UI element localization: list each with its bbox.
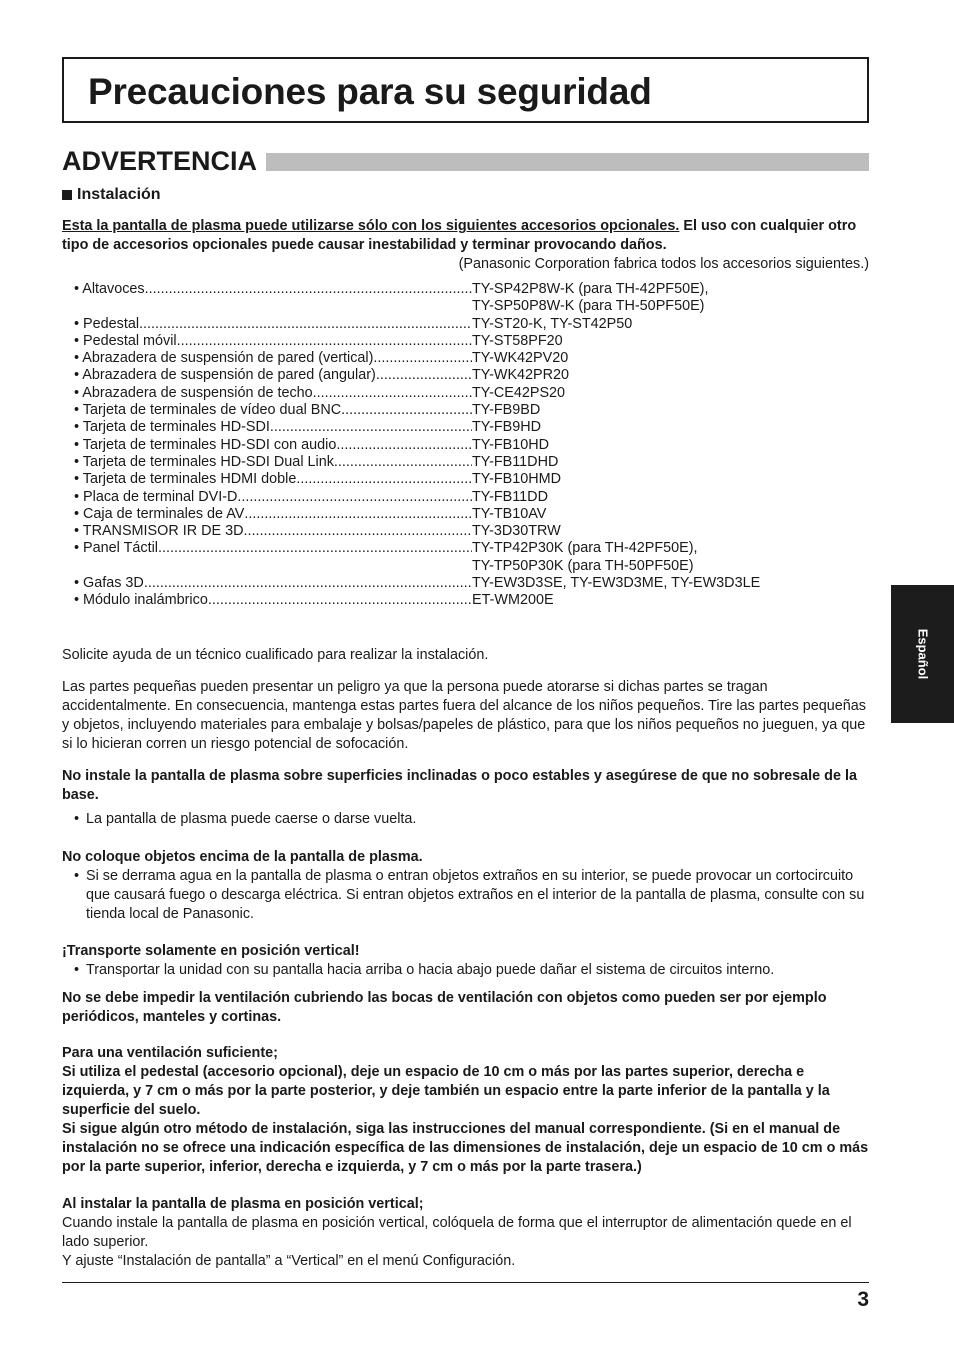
- accessory-row: [74, 385, 864, 402]
- bullet-icon: •: [74, 811, 80, 827]
- accessory-model: TY-CE42PS20: [472, 384, 566, 401]
- accessory-name: • Tarjeta de terminales HD-SDI con audio: [74, 436, 337, 453]
- accessory-name-cell: [74, 419, 472, 436]
- vertical-heading: Al instalar la pantalla de plasma en posición vertical;: [62, 1196, 424, 1212]
- title-box: [62, 57, 869, 123]
- accessory-name-cell: [74, 437, 472, 454]
- section-heading: [62, 144, 869, 178]
- accessory-model: TY-ST20-K, TY-ST42P50: [472, 315, 633, 332]
- dot-leader: [313, 385, 472, 402]
- accessory-model: TY-TP42P30K (para TH-42PF50E),: [472, 540, 698, 557]
- footer-divider: [62, 1282, 869, 1283]
- accessory-name: • Abrazadera de suspensión de techo: [74, 384, 313, 401]
- page-number: 3: [857, 1288, 869, 1311]
- dot-leader: [334, 454, 472, 471]
- dot-leader: [376, 367, 472, 384]
- accessory-row: [74, 437, 864, 454]
- accessory-row: [74, 333, 864, 350]
- vertical-text-2: Y ajuste “Instalación de pantalla” a “Vertical” en el menú Configuración.: [62, 1253, 516, 1269]
- accessory-name-cell: [74, 281, 472, 298]
- accessory-name-cell: [74, 506, 472, 523]
- intro-rest: El uso con cualquier otro tipo de accesorios opcionales puede causar inestabilidad y terminar provocando daños.: [62, 218, 857, 253]
- accessory-name: • Módulo inalámbrico: [74, 592, 208, 609]
- dot-leader: [373, 350, 472, 367]
- vent-sufficient-pedestal: Si utiliza el pedestal (accesorio opcional), deje un espacio de 10 cm o más por las partes superior, derecha e izquierda, y 7 cm o más por la parte posterior, y deje también un espacio entre la parte inferior de la pantalla y la superficie del suelo.: [62, 1064, 830, 1118]
- accessory-name-cell: [74, 592, 472, 609]
- subsection-heading: [62, 186, 161, 204]
- accessory-name: • Tarjeta de terminales de vídeo dual BNC: [74, 402, 342, 419]
- dot-leader: [244, 506, 472, 523]
- transport-heading: ¡Transporte solamente en posición vertical!: [62, 943, 360, 959]
- accessory-model: TY-FB11DHD: [472, 453, 559, 470]
- accessory-name: • Gafas 3D: [74, 575, 144, 592]
- accessory-row: [74, 489, 864, 506]
- accessory-row: [74, 419, 864, 436]
- accessory-name-cell: [74, 385, 472, 402]
- accessory-model: TY-ST58PF20: [472, 332, 563, 349]
- accessory-name-cell: [74, 316, 472, 333]
- accessory-model: TY-WK42PR20: [472, 367, 570, 384]
- accessory-model: TY-SP42P8W-K (para TH-42PF50E),: [472, 281, 709, 297]
- transport-section: [62, 942, 870, 980]
- accessory-row: [74, 350, 864, 367]
- inclined-section: [62, 767, 870, 829]
- dot-leader: [237, 489, 472, 506]
- accessory-model: TY-FB9HD: [472, 419, 542, 436]
- accessory-row: [74, 471, 864, 488]
- dot-leader: [270, 419, 472, 436]
- section-title: ADVERTENCIA: [62, 145, 258, 176]
- dot-leader: [139, 316, 472, 333]
- accessory-row: [74, 540, 864, 557]
- dot-leader: [208, 592, 472, 609]
- accessory-model: TY-SP50P8W-K (para TH-50PF50E): [472, 298, 705, 315]
- intro-paragraph: [62, 217, 870, 255]
- accessory-name-cell: [74, 558, 472, 575]
- square-bullet-icon: [62, 190, 72, 200]
- accessory-row: [74, 558, 864, 575]
- vertical-text-1: Cuando instale la pantalla de plasma en posición vertical, colóquela de forma que el interruptor de alimentación quede en el lado superior.: [62, 1215, 852, 1250]
- list-item: [62, 961, 870, 980]
- accessory-name-cell: [74, 540, 472, 557]
- language-tab-label: Español: [915, 628, 930, 680]
- small-parts-paragraph: [62, 678, 870, 754]
- list-item: [62, 810, 870, 829]
- accessory-row: [74, 506, 864, 523]
- accessory-row: [74, 454, 864, 471]
- language-tab: [891, 585, 954, 723]
- inclined-heading: No instale la pantalla de plasma sobre superficies inclinadas o poco estables y asegúrese de que no sobresale de la base.: [62, 768, 857, 803]
- dot-leader: [336, 437, 472, 454]
- list-item: [62, 867, 870, 924]
- accessory-row: [74, 298, 864, 315]
- dot-leader: [296, 471, 472, 488]
- accessory-model: TY-TP50P30K (para TH-50PF50E): [472, 557, 694, 574]
- dot-leader: [145, 281, 472, 298]
- accessory-name: • Tarjeta de terminales HD-SDI: [74, 419, 270, 436]
- bullet-icon: •: [74, 962, 80, 978]
- dot-leader: [158, 540, 472, 557]
- small-parts-text: Las partes pequeñas pueden presentar un peligro ya que la persona puede atorarse si dichas partes se tragan accidentalmente. En consecuencia, mantenga estas partes fuera del alcance de los niños pequeños. Tire las partes pequeñas y objetos, incluyendo materiales para embalaje y bolsas/papeles de plástico, para que los niños pequeños no jueguen, ya que si lo hicieran corren un riesgo potencial de sofocación.: [62, 679, 866, 752]
- vertical-section: [62, 1195, 870, 1271]
- accessory-model: TY-EW3D3SE, TY-EW3D3ME, TY-EW3D3LE: [472, 575, 761, 592]
- accessory-model: TY-FB10HMD: [472, 471, 562, 488]
- subsection-title: Instalación: [77, 186, 161, 203]
- vent-sufficient-other: Si sigue algún otro método de instalación, siga las instrucciones del manual correspondiente. (Si en el manual de instalación no se ofrece una indicación específica de las dimensiones de instalación, deje un espacio de 10 cm o más por la parte superior, inferior, derecha e izquierda, y 7 cm o más por la parte trasera.): [62, 1121, 869, 1175]
- accessory-name: • Tarjeta de terminales HD-SDI Dual Link: [74, 453, 334, 470]
- dot-leader: [341, 402, 472, 419]
- accessory-name-cell: [74, 350, 472, 367]
- technician-paragraph: [62, 646, 870, 665]
- accessory-name-cell: [74, 454, 472, 471]
- accessory-name-cell: [74, 489, 472, 506]
- dot-leader: [244, 523, 473, 540]
- accessory-name-cell: [74, 471, 472, 488]
- accessory-row: [74, 367, 864, 384]
- accessory-model: TY-3D30TRW: [472, 523, 561, 540]
- accessory-row: [74, 592, 864, 609]
- accessory-name: • Caja de terminales de AV: [74, 505, 245, 522]
- accessory-model: TY-WK42PV20: [472, 350, 569, 367]
- intro-underlined: Esta la pantalla de plasma puede utilizarse sólo con los siguientes accesorios opcionales.: [62, 218, 680, 234]
- accessory-name: • Placa de terminal DVI-D: [74, 488, 238, 505]
- accessory-name: • Altavoces: [74, 281, 145, 297]
- accessory-model: TY-FB11DD: [472, 488, 548, 505]
- accessory-name: • Tarjeta de terminales HDMI doble: [74, 471, 297, 488]
- dot-leader: [144, 575, 472, 592]
- section-bar: [266, 153, 869, 171]
- vent-sufficient-heading: Para una ventilación suficiente;: [62, 1045, 278, 1061]
- inclined-bullet: La pantalla de plasma puede caerse o darse vuelta.: [86, 811, 417, 827]
- objects-section: [62, 848, 870, 924]
- accessory-name-cell: [74, 367, 472, 384]
- accessory-name: • Abrazadera de suspensión de pared (vertical): [74, 350, 374, 367]
- ventilation-section: [62, 989, 870, 1027]
- accessory-name-cell: [74, 575, 472, 592]
- accessory-name: • TRANSMISOR IR DE 3D: [74, 523, 244, 540]
- accessory-model: TY-TB10AV: [472, 505, 547, 522]
- accessory-name-cell: [74, 402, 472, 419]
- accessory-name: • Panel Táctil: [74, 540, 158, 557]
- objects-bullet: Si se derrama agua en la pantalla de plasma o entran objetos extraños en su interior, se puede provocar un cortocircuito que causará fuego o descarga eléctrica. Si entran objetos extraños en el interior de la pantalla de plasma, consulte con su tienda local de Panasonic.: [86, 868, 865, 922]
- dot-leader: [177, 333, 472, 350]
- accessory-row: [74, 575, 864, 592]
- accessory-model: ET-WM200E: [472, 592, 554, 609]
- accessory-name-cell: [74, 333, 472, 350]
- accessory-row: [74, 523, 864, 540]
- ventilation-heading: No se debe impedir la ventilación cubriendo las bocas de ventilación con objetos como pueden ser por ejemplo periódicos, manteles y cortinas.: [62, 990, 827, 1025]
- accessory-model: TY-FB10HD: [472, 436, 550, 453]
- objects-heading: No coloque objetos encima de la pantalla de plasma.: [62, 849, 423, 865]
- accessory-name-cell: [74, 523, 472, 540]
- accessory-name: • Pedestal: [74, 315, 140, 332]
- accessory-name: • Pedestal móvil: [74, 332, 177, 349]
- accessory-row: [74, 281, 864, 298]
- accessory-row: [74, 316, 864, 333]
- accessory-row: [74, 402, 864, 419]
- page-title: Precauciones para su seguridad: [88, 71, 652, 112]
- accessory-list: [74, 281, 864, 610]
- accessory-model: TY-FB9BD: [472, 402, 541, 419]
- intro-credit: (Panasonic Corporation fabrica todos los accesorios siguientes.): [458, 256, 869, 272]
- bullet-icon: •: [74, 868, 80, 884]
- transport-bullet: Transportar la unidad con su pantalla hacia arriba o hacia abajo puede dañar el sistema de circuitos interno.: [86, 962, 775, 978]
- technician-text: Solicite ayuda de un técnico cualificado para realizar la instalación.: [62, 647, 489, 663]
- accessory-name-cell: [74, 298, 472, 315]
- ventilation-sufficient-section: [62, 1044, 870, 1177]
- accessory-name: • Abrazadera de suspensión de pared (angular): [74, 367, 376, 384]
